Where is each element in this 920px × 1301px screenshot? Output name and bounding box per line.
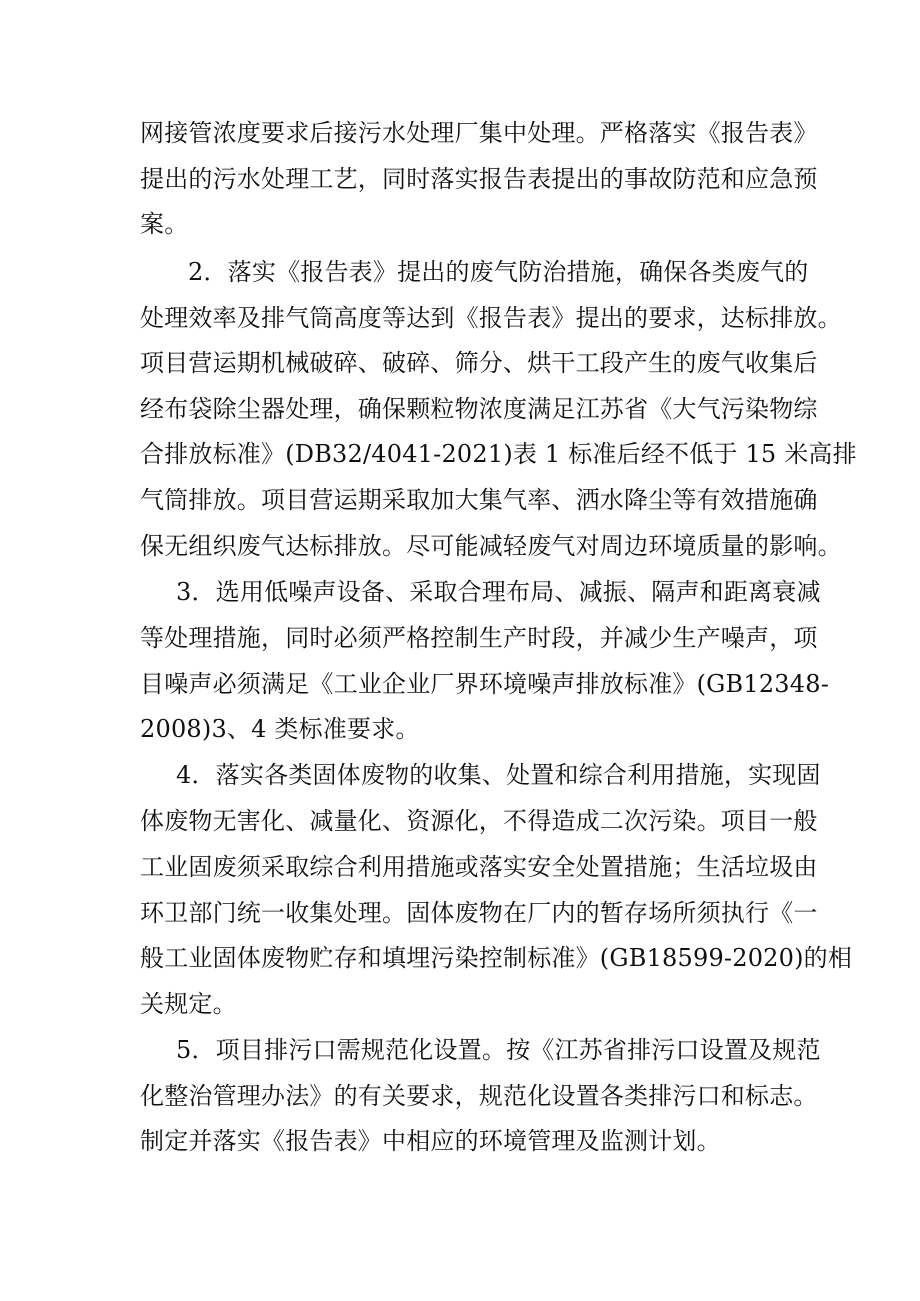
text-line: 气筒排放。项目营运期采取加大集气率、洒水降尘等有效措施确 xyxy=(140,486,818,514)
text-line: 关规定。 xyxy=(140,990,237,1018)
text-line: 经布袋除尘器处理，确保颗粒物浓度满足江苏省《大气污染物综 xyxy=(140,395,818,423)
paragraph-2-line: 2．落实《报告表》提出的废气防治措施，确保各类废气的 xyxy=(188,258,809,286)
text-line: 项目营运期机械破碎、破碎、筛分、烘干工段产生的废气收集后 xyxy=(140,349,818,377)
text-line: 环卫部门统一收集处理。固体废物在厂内的暂存场所须执行《一 xyxy=(140,899,818,927)
text-line: 2008)3、4 类标准要求。 xyxy=(140,715,420,743)
text-line: 提出的污水处理工艺，同时落实报告表提出的事故防范和应急预 xyxy=(140,165,818,193)
text-line: 等处理措施，同时必须严格控制生产时段，并减少生产噪声，项 xyxy=(140,624,818,652)
text-line: 化整治管理办法》的有关要求，规范化设置各类排污口和标志。 xyxy=(140,1082,818,1110)
text-line: 目噪声必须满足《工业企业厂界环境噪声排放标准》(GB12348- xyxy=(140,670,830,698)
text-line: 处理效率及排气筒高度等达到《报告表》提出的要求，达标排放。 xyxy=(140,304,842,332)
text-line: 网接管浓度要求后接污水处理厂集中处理。严格落实《报告表》 xyxy=(140,119,818,147)
text-line: 制定并落实《报告表》中相应的环境管理及监测计划。 xyxy=(140,1127,721,1155)
text-line: 合排放标准》(DB32/4041-2021)表 1 标准后经不低于 15 米高排 xyxy=(140,440,857,468)
paragraph-3-line: 3．选用低噪声设备、采取合理布局、减振、隔声和距离衰减 xyxy=(176,578,821,606)
text-line: 案。 xyxy=(140,210,189,238)
paragraph-4-line: 4．落实各类固体废物的收集、处置和综合利用措施，实现固 xyxy=(176,761,821,789)
text-line: 般工业固体废物贮存和填埋污染控制标准》(GB18599-2020)的相 xyxy=(140,944,853,972)
text-line: 保无组织废气达标排放。尽可能减轻废气对周边环境质量的影响。 xyxy=(140,532,842,560)
paragraph-5-line: 5．项目排污口需规范化设置。按《江苏省排污口设置及规范 xyxy=(176,1036,821,1064)
text-line: 体废物无害化、减量化、资源化，不得造成二次污染。项目一般 xyxy=(140,807,818,835)
text-line: 工业固废须采取综合利用措施或落实安全处置措施；生活垃圾由 xyxy=(140,853,818,881)
